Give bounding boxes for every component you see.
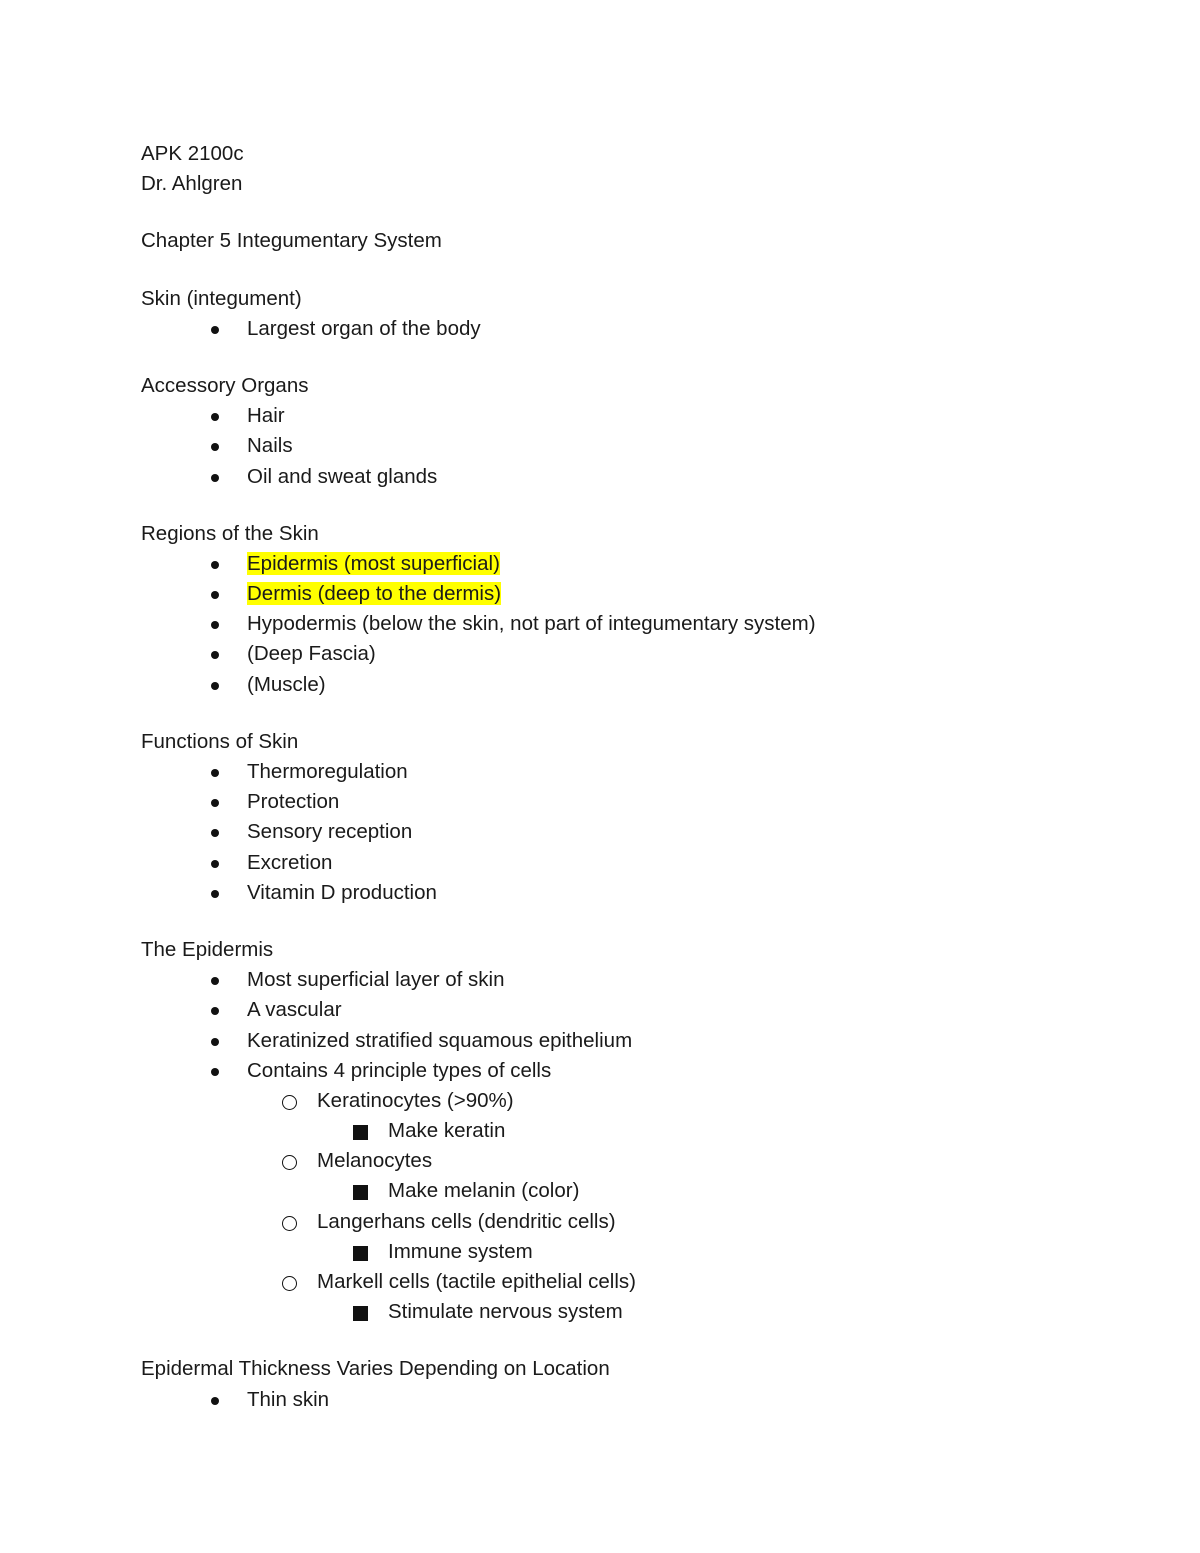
list-item <box>141 878 1101 908</box>
sub-list-item <box>141 1146 1101 1176</box>
cell-type-detail: Make keratin <box>388 1119 506 1143</box>
list-item-text: Most superficial layer of skin <box>247 968 505 992</box>
bullet-square-icon <box>353 1185 368 1200</box>
cell-type-detail: Make melanin (color) <box>388 1179 580 1203</box>
list-item <box>141 848 1101 878</box>
highlighted-text: Epidermis (most superficial) <box>247 551 500 575</box>
course-code: APK 2100c <box>141 142 244 165</box>
section-heading-functions: Functions of Skin <box>141 729 299 753</box>
section-heading-regions: Regions of the Skin <box>141 521 319 545</box>
bullet-dot-icon <box>211 1038 219 1046</box>
list-item-text: Nails <box>247 434 293 458</box>
list-item <box>141 462 1101 492</box>
list-item <box>141 431 1101 461</box>
section-heading-skin: Skin (integument) <box>141 286 302 310</box>
instructor-name: Dr. Ahlgren <box>141 172 243 196</box>
section-heading-thickness: Epidermal Thickness Varies Depending on Location <box>141 1357 610 1381</box>
highlighted-text: Dermis (deep to the dermis) <box>247 582 502 606</box>
list-item <box>141 1026 1101 1056</box>
bullet-square-icon <box>353 1306 368 1321</box>
bullet-dot-icon <box>211 977 219 985</box>
bullet-dot-icon <box>211 561 219 569</box>
bullet-circle-icon <box>282 1276 297 1291</box>
list-item-text: Protection <box>247 790 340 814</box>
list-item <box>141 965 1101 995</box>
sub-list-item <box>141 1207 1101 1237</box>
list-item-text: Excretion <box>247 850 333 874</box>
bullet-dot-icon <box>211 769 219 777</box>
bullet-circle-icon <box>282 1155 297 1170</box>
spacer <box>141 700 1101 727</box>
spacer <box>141 1327 1101 1354</box>
list-item <box>141 757 1101 787</box>
list-item-text: Oil and sweat glands <box>247 464 438 488</box>
list-item <box>141 579 1101 609</box>
list-item-text: Keratinized stratified squamous epithelium <box>247 1028 633 1052</box>
bullet-dot-icon <box>211 443 219 451</box>
bullet-dot-icon <box>211 1007 219 1015</box>
cell-type-detail: Stimulate nervous system <box>388 1300 623 1324</box>
list-item-text: (Deep Fascia) <box>247 642 376 666</box>
cell-type-name: Langerhans cells (dendritic cells) <box>317 1209 616 1233</box>
list-item <box>141 817 1101 847</box>
bullet-square-icon <box>353 1246 368 1261</box>
bullet-dot-icon <box>211 829 219 837</box>
bullet-dot-icon <box>211 326 219 334</box>
list-item-text: Vitamin D production <box>247 880 437 904</box>
list-item-text: Thermoregulation <box>247 760 408 783</box>
list-item <box>141 314 1101 344</box>
bullet-dot-icon <box>211 799 219 807</box>
cell-type-name: Keratinocytes (>90%) <box>317 1088 514 1112</box>
bullet-dot-icon <box>211 651 219 659</box>
list-item <box>141 401 1101 431</box>
bullet-dot-icon <box>211 682 219 690</box>
list-item-text: Sensory reception <box>247 820 413 844</box>
list-item <box>141 995 1101 1025</box>
list-item <box>141 787 1101 817</box>
spacer <box>141 492 1101 519</box>
bullet-dot-icon <box>211 1068 219 1076</box>
sub-list-item <box>141 1086 1101 1116</box>
list-item-text: Largest organ of the body <box>247 316 481 340</box>
bullet-circle-icon <box>282 1095 297 1110</box>
sub-list-item <box>141 1267 1101 1297</box>
cell-type-name: Melanocytes <box>317 1149 433 1173</box>
bullet-dot-icon <box>211 621 219 629</box>
list-item <box>141 1056 1101 1086</box>
list-item-text: Hypodermis (below the skin, not part of integumentary system) <box>247 612 816 636</box>
bullet-circle-icon <box>282 1216 297 1231</box>
cell-type-name: Markell cells (tactile epithelial cells) <box>317 1270 636 1293</box>
spacer <box>141 908 1101 935</box>
section-heading-epidermis: The Epidermis <box>141 937 274 961</box>
list-item <box>141 609 1101 639</box>
section-heading-accessory: Accessory Organs <box>141 373 309 397</box>
spacer <box>141 344 1101 371</box>
document-page <box>141 139 1101 1415</box>
sub-sub-list-item <box>141 1297 1101 1327</box>
spacer <box>141 257 1101 284</box>
sub-sub-list-item <box>141 1116 1101 1146</box>
bullet-dot-icon <box>211 860 219 868</box>
list-item-text: Thin skin <box>247 1387 330 1411</box>
bullet-dot-icon <box>211 1397 219 1405</box>
bullet-dot-icon <box>211 474 219 482</box>
spacer <box>141 199 1101 226</box>
bullet-square-icon <box>353 1125 368 1140</box>
sub-sub-list-item <box>141 1176 1101 1206</box>
list-item <box>141 549 1101 579</box>
list-item-text: Hair <box>247 404 285 428</box>
list-item <box>141 1385 1101 1415</box>
chapter-title: Chapter 5 Integumentary System <box>141 229 442 253</box>
list-item <box>141 639 1101 669</box>
list-item-text: A vascular <box>247 998 342 1022</box>
bullet-dot-icon <box>211 413 219 421</box>
list-item-text: Contains 4 principle types of cells <box>247 1058 552 1082</box>
bullet-dot-icon <box>211 890 219 898</box>
list-item-text: (Muscle) <box>247 672 326 696</box>
bullet-dot-icon <box>211 591 219 599</box>
cell-type-detail: Immune system <box>388 1239 533 1263</box>
list-item <box>141 670 1101 700</box>
sub-sub-list-item <box>141 1237 1101 1267</box>
